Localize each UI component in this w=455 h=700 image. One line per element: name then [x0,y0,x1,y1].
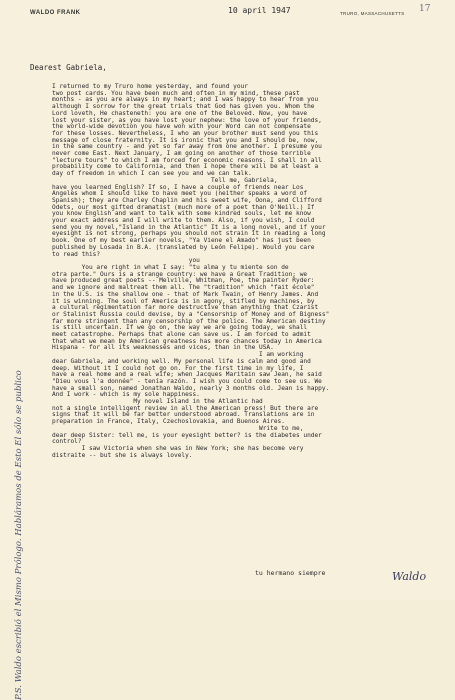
letter-body [52,84,445,459]
letter-line: dear Gabriela, and working well. My personal life is calm and good and [52,357,311,365]
letter-line: message of close fraternity. It is ironic that you and I should be, now, [52,136,319,144]
letter-line: My novel Island in the Atlantic had [52,398,263,406]
letter-line: dear deep Sister: tell me, is your eyesight better? is the diabetes under [52,431,322,439]
letter-line: otra parte." Ours is a strange country: we have a Great Tradition; we [52,270,308,278]
letter-line: Odets, our most gifted dramatist (much more of a poet than O'Neill.) If [52,203,315,211]
letter-line: Lord loveth, He chasteneth: you are one of the Beloved. Now, you have [52,109,308,117]
letter-line: have a small son, named Jonathan Waldo, nearly 3 months old. Jean is happy. [52,384,330,392]
letter-line: you know English and want to talk with some kindred souls, let me know [52,210,311,218]
letter-line: and we ignore and maltreat them all. The "tradition" which "fait école" [52,284,315,292]
letter-line: book. One of my best earlier novels, "Ya Viene el Amado" has just been [52,237,311,245]
letter-line: the world-wide devotion you have won with your Word can not compensate [52,123,311,131]
letter-line: control? [52,438,82,446]
letter-line: two post cards. You have been much and often in my mind, these past [52,89,300,97]
letter-line: never come East. Next January, I am going on another of those terrible [52,150,311,158]
letter-line: lost your sister, as you have lost your nephew: the love of your friends, [52,116,322,124]
letter-line: that what we mean by American greatness has more chances today in America [52,337,322,345]
letter-line: Hispana - for all its weaknesses and vices, than in the USA. [52,344,274,352]
letter-line: far more stringent than any censorship of the police. The American destiny [52,317,326,325]
letter-line: Write to me, [52,424,304,432]
letter-line: is still uncertain. If we go on, the way we are going today, we shall [52,324,308,332]
handwritten-margin-note: P.S. Waldo escribió el Mismo Prólogo. Habláramos de Esto El sólo se publico [14,370,24,700]
letter-line: in the same country - and yet so far away from one another. I presume you [52,143,322,151]
letter-line: I returned to my Truro home yesterday, and found your [52,83,248,90]
letter-line: deep. Without it I could not go on. For the first time in my life, I [52,364,304,372]
letter-line: have produced great poets -- Melville, Whitman, Poe, the painter Ryder: [52,277,315,285]
letter-line: I am working [52,351,304,359]
letter-line: months - as you are always in my heart; and I was happy to hear from you [52,96,319,104]
letter-line: meet catastrophe. Perhaps that alone can save us. I am forced to admit [52,331,311,339]
letter-line: although I sorrow for the great trials that God has given you. Whom the [52,103,315,111]
salutation: Dearest Gabriela, [30,63,107,72]
letter-line: you [52,257,200,265]
letter-line: or Stalinist Russia could devise, by a "Censorship of Money and of Bigness" [52,310,330,318]
closing: tu hermano siempre [255,569,326,577]
letter-line: And I work - which is my sole happiness. [52,391,200,399]
letter-line: I saw Victoria when she was in New York; she has become very [52,444,304,452]
letter-line: not a single intelligent review in all the American press! But there are [52,404,319,412]
letter-line: probability come to California, and then I hope there will be at least a [52,163,319,171]
letter-line: signs that it will be far better understood abroad. Translations are in [52,411,315,419]
signature: Waldo [392,570,427,583]
letter-line: in the U.S. is the shallow one - that of Mark Twain, of Henry James. And [52,290,319,298]
letterhead-sender: WALDO FRANK [30,10,81,16]
letterhead-place: TRURO, MASSACHUSETTS [340,11,405,16]
letter-line: "Dieu vous l'a donnée" - tenía razón. I wish you could come to see us. We [52,377,322,385]
letter-line: published by Losada in B.A. (translated by León Felipe). Would you care [52,243,315,251]
letter-line: to read this? [52,250,101,258]
letter-line: Angeles whom I should like to have meet you (neither speaks a word of [52,190,308,198]
letter-line: it is winning. The soul of America is in agony, stifled by machines, by [52,297,315,305]
letter-line: distraite -- but she is always lovely. [52,451,193,459]
letter-line: day of freedom in which I can see you and we can talk. [52,170,252,178]
letter-line: your exact address and I will write to them. Also, if you wish, I could [52,217,315,225]
letter-line: a cultural regimentation far more destructive than anything that Czarist [52,304,319,312]
page-number: 17 [419,4,431,14]
letter-line: "lecture tours" to which I am forced for economic reasons. I shall in all [52,156,322,164]
letter-line: send you my novel,"Island in the Atlantic" It is a long novel, and if your [52,223,326,231]
letter-line: Spanish); they are Charley Chaplin and his sweet wife, Oona, and Clifford [52,196,322,204]
letter-line: eyesight is not strong, perhaps you should not strain it in reading a long [52,230,326,238]
letter-line: preparation in France, Italy, Czechoslovakia, and Buenos Aires. [52,418,285,426]
letter-date: 10 april 1947 [228,6,291,15]
letter-line: Tell me, Gabriela, [52,176,278,184]
letter-line: You are right in what I say: "tu alma y tu miente son de [52,263,289,271]
letter-line: have you learned English? If so, I have a couple of friends near Los [52,183,304,191]
letter-line: for these losses. Nevertheless, I who am your brother must send you this [52,129,319,137]
letter-line: have a real home and a real wife; when Jacques Maritain saw Jean, he said [52,371,322,379]
